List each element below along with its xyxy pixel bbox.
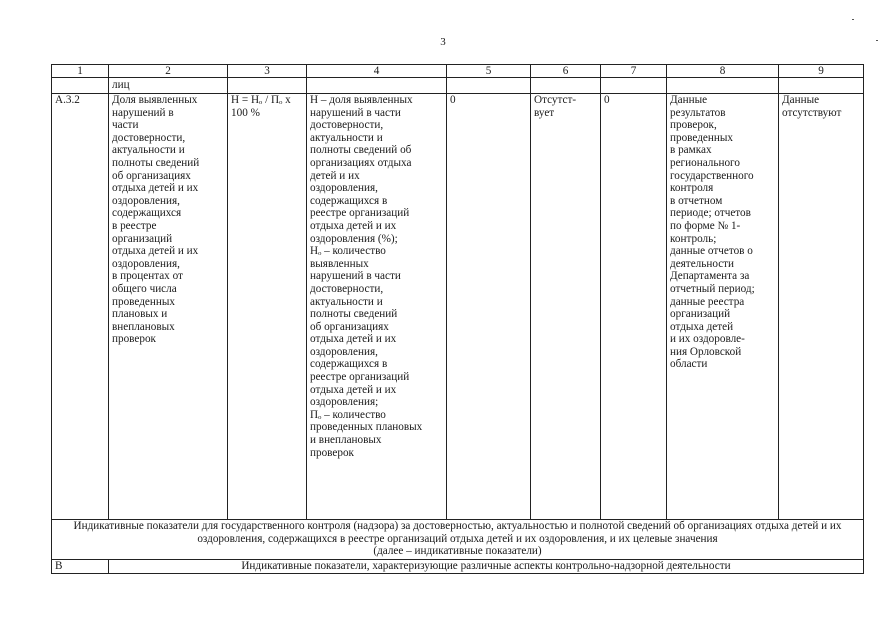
indicator-value-col6: Отсутст- вует xyxy=(531,94,601,520)
section-title: Индикативные показатели, характеризующие различные аспекты контрольно-надзорной деятельности xyxy=(109,560,864,574)
table-row xyxy=(52,94,864,520)
indicator-source: Данные результатов проверок, проведенных в рамках регионального государственного контроля в отчетном периоде; отчетов по форме № 1- контроль; данные отчетов о деятельности Департамента за отчетный период; данные реестра организаций отдыха детей и их оздоровле- ния Орловской области xyxy=(667,94,779,520)
column-number: 1 xyxy=(52,65,109,78)
column-number: 2 xyxy=(109,65,228,78)
indicator-formula: Н = Нₒ / Пₒ х 100 % xyxy=(228,94,307,520)
table-cell xyxy=(52,78,109,94)
section-b-row xyxy=(52,560,864,574)
column-number-row xyxy=(52,65,864,78)
table-cell xyxy=(447,78,531,94)
scan-speck xyxy=(852,19,854,20)
column-number: 6 xyxy=(531,65,601,78)
column-number: 3 xyxy=(228,65,307,78)
table-cell xyxy=(228,78,307,94)
indicator-table xyxy=(51,64,864,574)
indicator-code: А.3.2 xyxy=(52,94,109,520)
column-number: 5 xyxy=(447,65,531,78)
column-number: 7 xyxy=(601,65,667,78)
continued-text: лиц xyxy=(109,78,228,94)
indicator-col9: Данные отсутствуют xyxy=(779,94,864,520)
section-heading-row xyxy=(52,520,864,560)
table-cell xyxy=(531,78,601,94)
scan-speck xyxy=(876,40,878,41)
column-number: 8 xyxy=(667,65,779,78)
section-code: В xyxy=(52,560,109,574)
indicator-value-col5: 0 xyxy=(447,94,531,520)
continuation-row xyxy=(52,78,864,94)
column-number: 9 xyxy=(779,65,864,78)
indicator-name: Доля выявленных нарушений в части достоверности, актуальности и полноты сведений об организациях отдыха детей и их оздоровления, содержащихся в реестре организаций отдыха детей и их оздоровления, в процентах от общего числа проведенных плановых и внеплановых проверок xyxy=(109,94,228,520)
page-number: 3 xyxy=(440,36,446,48)
table-cell xyxy=(779,78,864,94)
table-cell xyxy=(601,78,667,94)
table-cell xyxy=(667,78,779,94)
table-cell xyxy=(307,78,447,94)
indicator-value-col7: 0 xyxy=(601,94,667,520)
section-heading: Индикативные показатели для государственного контроля (надзора) за достоверностью, актуальностью и полнотой сведений об организациях отдыха детей и их оздоровления, содержащихся в реестре организаций отдыха детей и их оздоровления, и их целевые значения (далее – индикативные показатели) xyxy=(52,520,864,560)
column-number: 4 xyxy=(307,65,447,78)
indicator-description: Н – доля выявленных нарушений в части достоверности, актуальности и полноты сведений об организациях отдыха детей и их оздоровления, содержащихся в реестре организаций отдыха детей и их оздоровления (%); Нₒ – количество выявленных нарушений в части достоверности, актуальности и полноты сведений об организациях отдыха детей и их оздоровления, содержащихся в реестре организаций отдыха детей и их оздоровления; Пₒ – количество проведенных плановых и внеплановых проверок xyxy=(307,94,447,520)
